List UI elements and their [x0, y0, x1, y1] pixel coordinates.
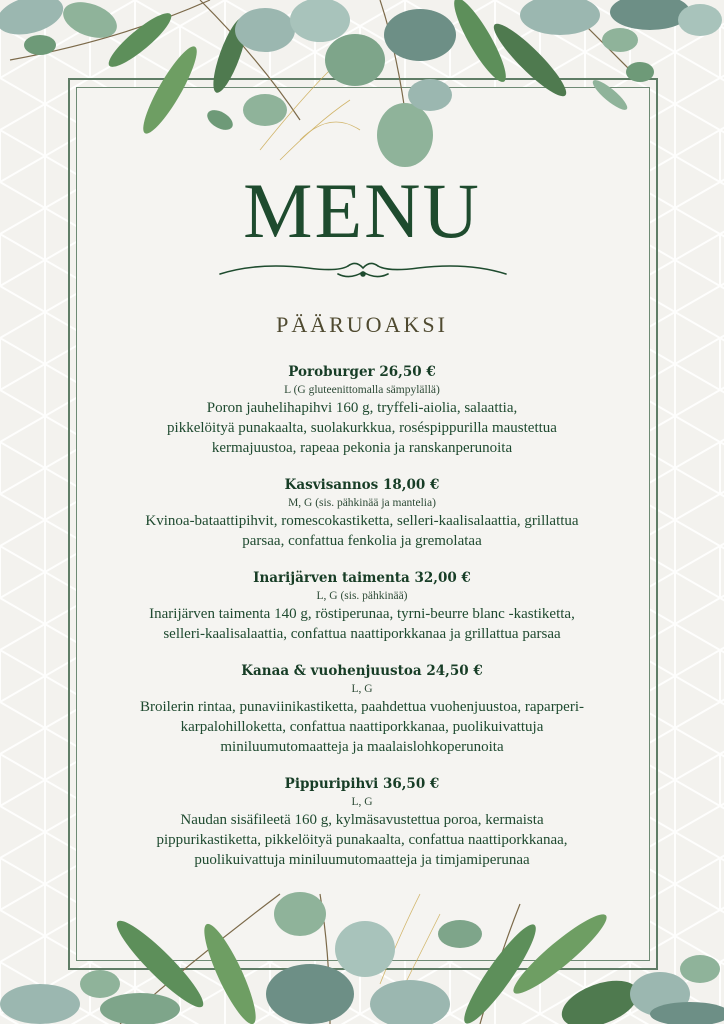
eucalyptus-leaves-bottom-icon — [0, 874, 724, 1024]
menu-item-description-line: Broilerin rintaa, punaviinikastiketta, paahdettua vuohenjuustoa, raparperi- — [139, 699, 585, 715]
menu-item-name: Kanaa & vuohenjuustoa 24,50 € — [241, 663, 483, 679]
menu-item — [100, 362, 624, 458]
section-heading: PÄÄRUOAKSI — [276, 312, 448, 337]
menu-items — [100, 362, 624, 887]
ornamental-flourish-icon — [218, 258, 508, 282]
menu-item-diet: M, G (sis. pähkinää ja mantelia) — [288, 497, 436, 509]
menu-item-description-line: Inarijärven taimenta 140 g, röstiperunaa, tyrni-beurre blanc -kastiketta, — [149, 606, 575, 622]
menu-item-description-line: pikkelöityä punakaalta, suolakurkkua, roséspippurilla maustettua — [167, 420, 557, 436]
menu-item-diet: L, G — [351, 796, 373, 808]
menu-item-description-line: Kvinoa-bataattipihvit, romescokastiketta, selleri-kaalisalaattia, grillattua — [145, 513, 579, 529]
menu-item — [100, 568, 624, 644]
menu-item-description-line: Poron jauhelihapihvi 160 g, tryffeli-aiolia, salaattia, — [206, 400, 518, 416]
menu-item-diet: L, G — [351, 683, 373, 695]
menu-item-name: Pippuripihvi 36,50 € — [284, 776, 440, 792]
menu-item-name: Poroburger 26,50 € — [288, 364, 436, 380]
menu-item — [100, 475, 624, 551]
menu-item — [100, 774, 624, 870]
menu-item-description-line: Naudan sisäfileetä 160 g, kylmäsavustettua poroa, kermaista — [180, 812, 544, 828]
menu-item-description-line: karpalohilloketta, confattua naattiporkkanaa, puolikuivattuja — [180, 719, 544, 735]
menu-item-description-line: kermajuustoa, rapeaa pekonia ja ranskanperunoita — [211, 440, 513, 456]
menu-item-diet: L (G gluteenittomalla sämpylällä) — [284, 384, 440, 396]
menu-title: MENU — [243, 167, 481, 254]
menu-item-description-line: selleri-kaalisalaattia, confattua naattiporkkanaa ja grillattua parsaa — [163, 626, 561, 642]
menu-item-name: Inarijärven taimenta 32,00 € — [253, 570, 471, 586]
menu-item-description-line: pippurikastiketta, pikkelöityä punakaalta, confattua naattiporkkanaa, — [156, 832, 568, 848]
menu-item-description-line: miniluumutomaatteja ja maalaislohkoperunoita — [220, 739, 504, 755]
eucalyptus-leaves-top-icon — [0, 0, 724, 190]
menu-item — [100, 661, 624, 757]
menu-item-description-line: puolikuivattuja miniluumutomaatteja ja timjamiperunaa — [194, 852, 530, 868]
menu-item-description-line: parsaa, confattua fenkolia ja gremolataa — [242, 533, 482, 549]
menu-item-diet: L, G (sis. pähkinää) — [316, 590, 408, 602]
menu-item-name: Kasvisannos 18,00 € — [284, 477, 440, 493]
